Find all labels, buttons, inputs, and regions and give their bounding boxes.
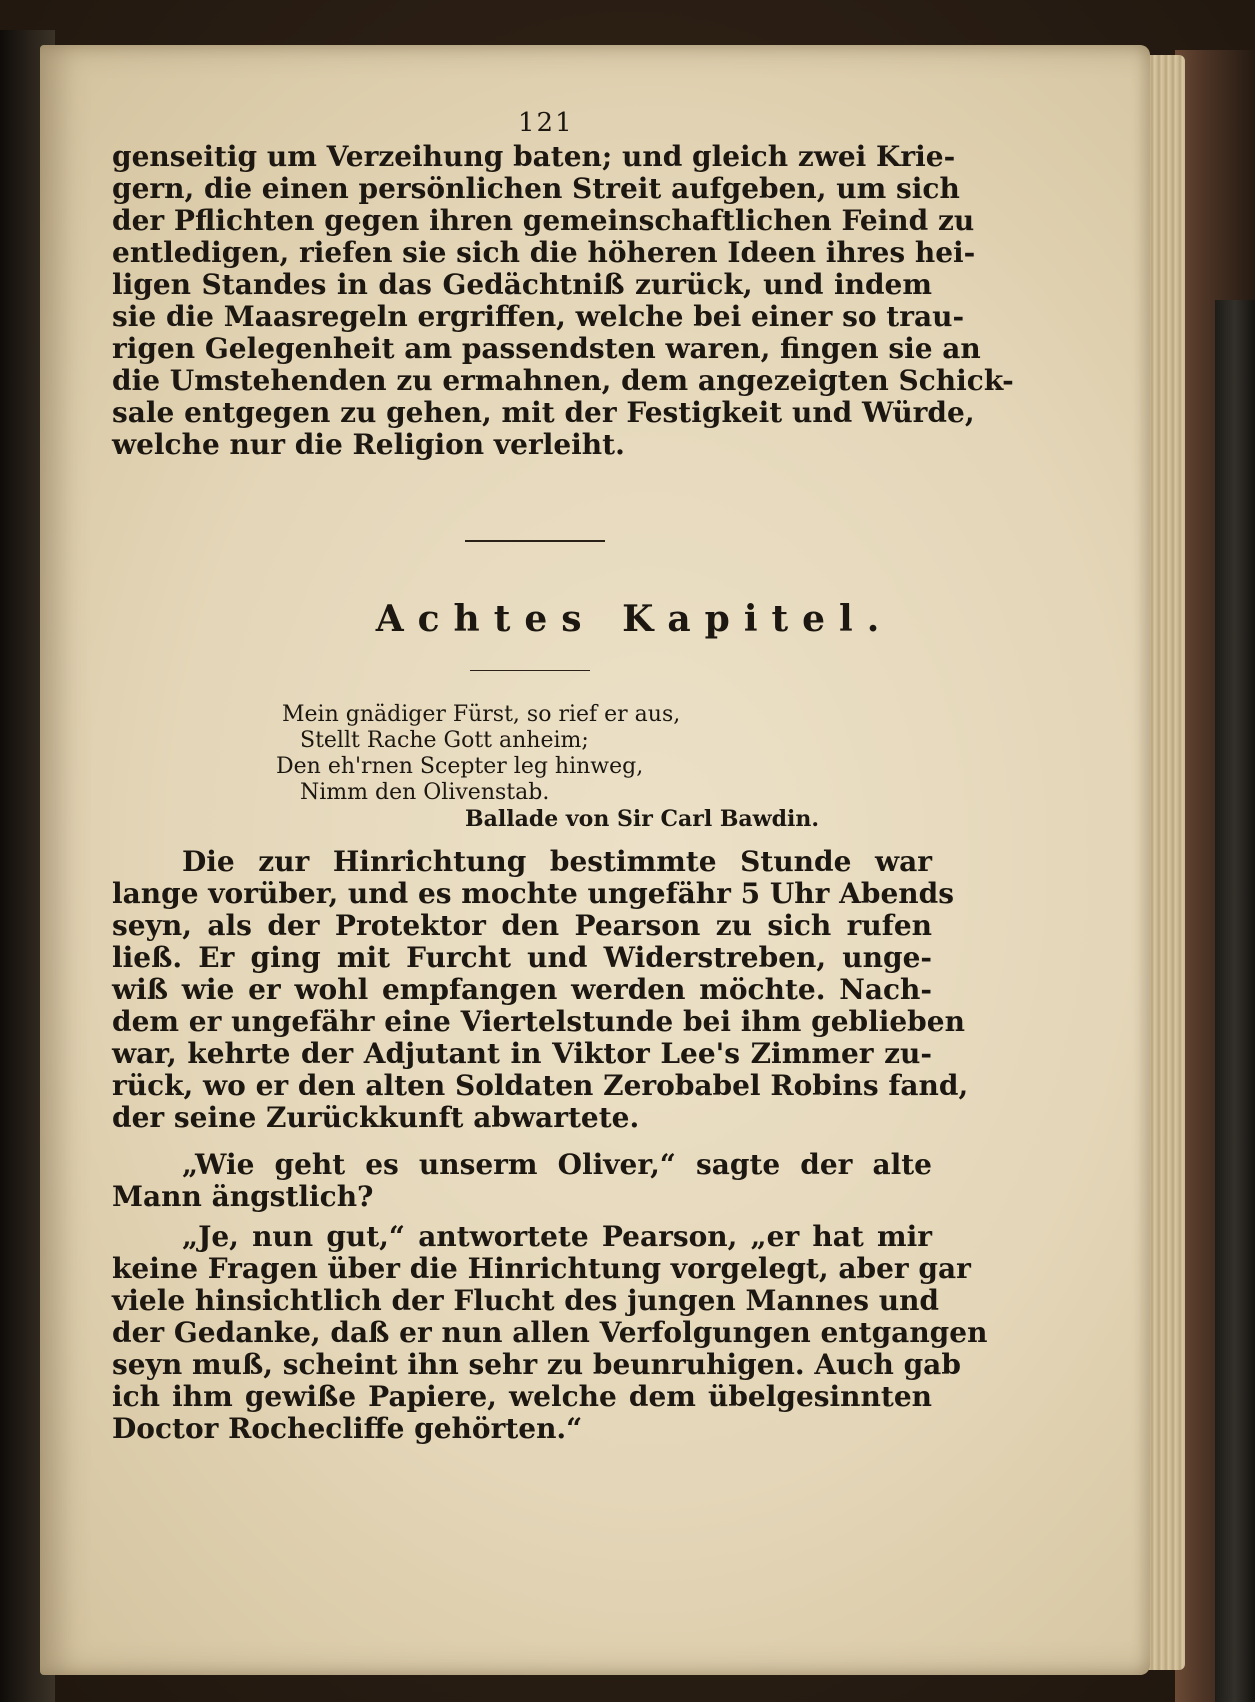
text-line: welche nur die Religion verleiht.: [112, 428, 625, 461]
text-line: ligen Standes in das Gedächtniß zurück, und indem: [112, 268, 932, 301]
text-line: ich ihm gewiße Papiere, welche dem übelgesinnten: [112, 1380, 932, 1413]
book-spine-right: [1215, 300, 1255, 1702]
text-line: sale entgegen zu gehen, mit der Festigkeit und Würde,: [112, 396, 975, 429]
epigraph-line: Nimm den Olivenstab.: [300, 780, 550, 805]
epigraph-attribution: Ballade von Sir Carl Bawdin.: [465, 806, 820, 832]
text-line: der seine Zurückkunft abwartete.: [112, 1101, 640, 1134]
text-line: genseitig um Verzeihung baten; und gleich zwei Krie-: [112, 140, 956, 173]
epigraph-line: Stellt Rache Gott anheim;: [300, 728, 589, 753]
text-line: Mann ängstlich?: [112, 1180, 374, 1213]
text-line: wiß wie er wohl empfangen werden möchte. Nach-: [112, 973, 932, 1006]
epigraph-line: Den eh'rnen Scepter leg hinweg,: [276, 754, 644, 779]
text-line: keine Fragen über die Hinrichtung vorgelegt, aber gar: [112, 1252, 971, 1285]
text-line: seyn, als der Protektor den Pearson zu sich rufen: [112, 909, 932, 942]
text-line: Doctor Rochecliffe gehörten.“: [112, 1412, 583, 1445]
text-line: lange vorüber, und es mochte ungefähr 5 Uhr Abends: [112, 877, 954, 910]
text-line: rück, wo er den alten Soldaten Zerobabel Robins fand,: [112, 1069, 969, 1102]
text-line: dem er ungefähr eine Viertelstunde bei ihm geblieben: [112, 1005, 965, 1038]
text-line: der Pflichten gegen ihren gemeinschaftlichen Feind zu: [112, 204, 975, 237]
text-line: Die zur Hinrichtung bestimmte Stunde war: [182, 845, 932, 878]
text-line: rigen Gelegenheit am passendsten waren, fingen sie an: [112, 332, 981, 365]
epigraph-line: Mein gnädiger Fürst, so rief er aus,: [282, 702, 681, 727]
text-line: „Je, nun gut,“ antwortete Pearson, „er hat mir: [182, 1220, 932, 1253]
chapter-heading: Achtes Kapitel.: [375, 598, 894, 640]
text-line: die Umstehenden zu ermahnen, dem angezeigten Schick-: [112, 364, 1014, 397]
section-divider: [465, 540, 605, 542]
text-line: sie die Maasregeln ergriffen, welche bei einer so trau-: [112, 300, 965, 333]
text-line: viele hinsichtlich der Flucht des jungen Mannes und: [112, 1284, 940, 1317]
text-line: ließ. Er ging mit Furcht und Widerstreben, unge-: [112, 941, 932, 974]
text-line: war, kehrte der Adjutant in Viktor Lee's Zimmer zu-: [112, 1037, 932, 1070]
text-line: der Gedanke, daß er nun allen Verfolgungen entgangen: [112, 1316, 988, 1349]
page-number: 121: [518, 108, 574, 138]
text-line: seyn muß, scheint ihn sehr zu beunruhigen. Auch gab: [112, 1348, 961, 1381]
text-line: entledigen, riefen sie sich die höheren Ideen ihres hei-: [112, 236, 976, 269]
text-line: gern, die einen persönlichen Streit aufgeben, um sich: [112, 172, 960, 205]
text-line: „Wie geht es unserm Oliver,“ sagte der alte: [182, 1148, 932, 1181]
heading-rule: [470, 670, 590, 671]
